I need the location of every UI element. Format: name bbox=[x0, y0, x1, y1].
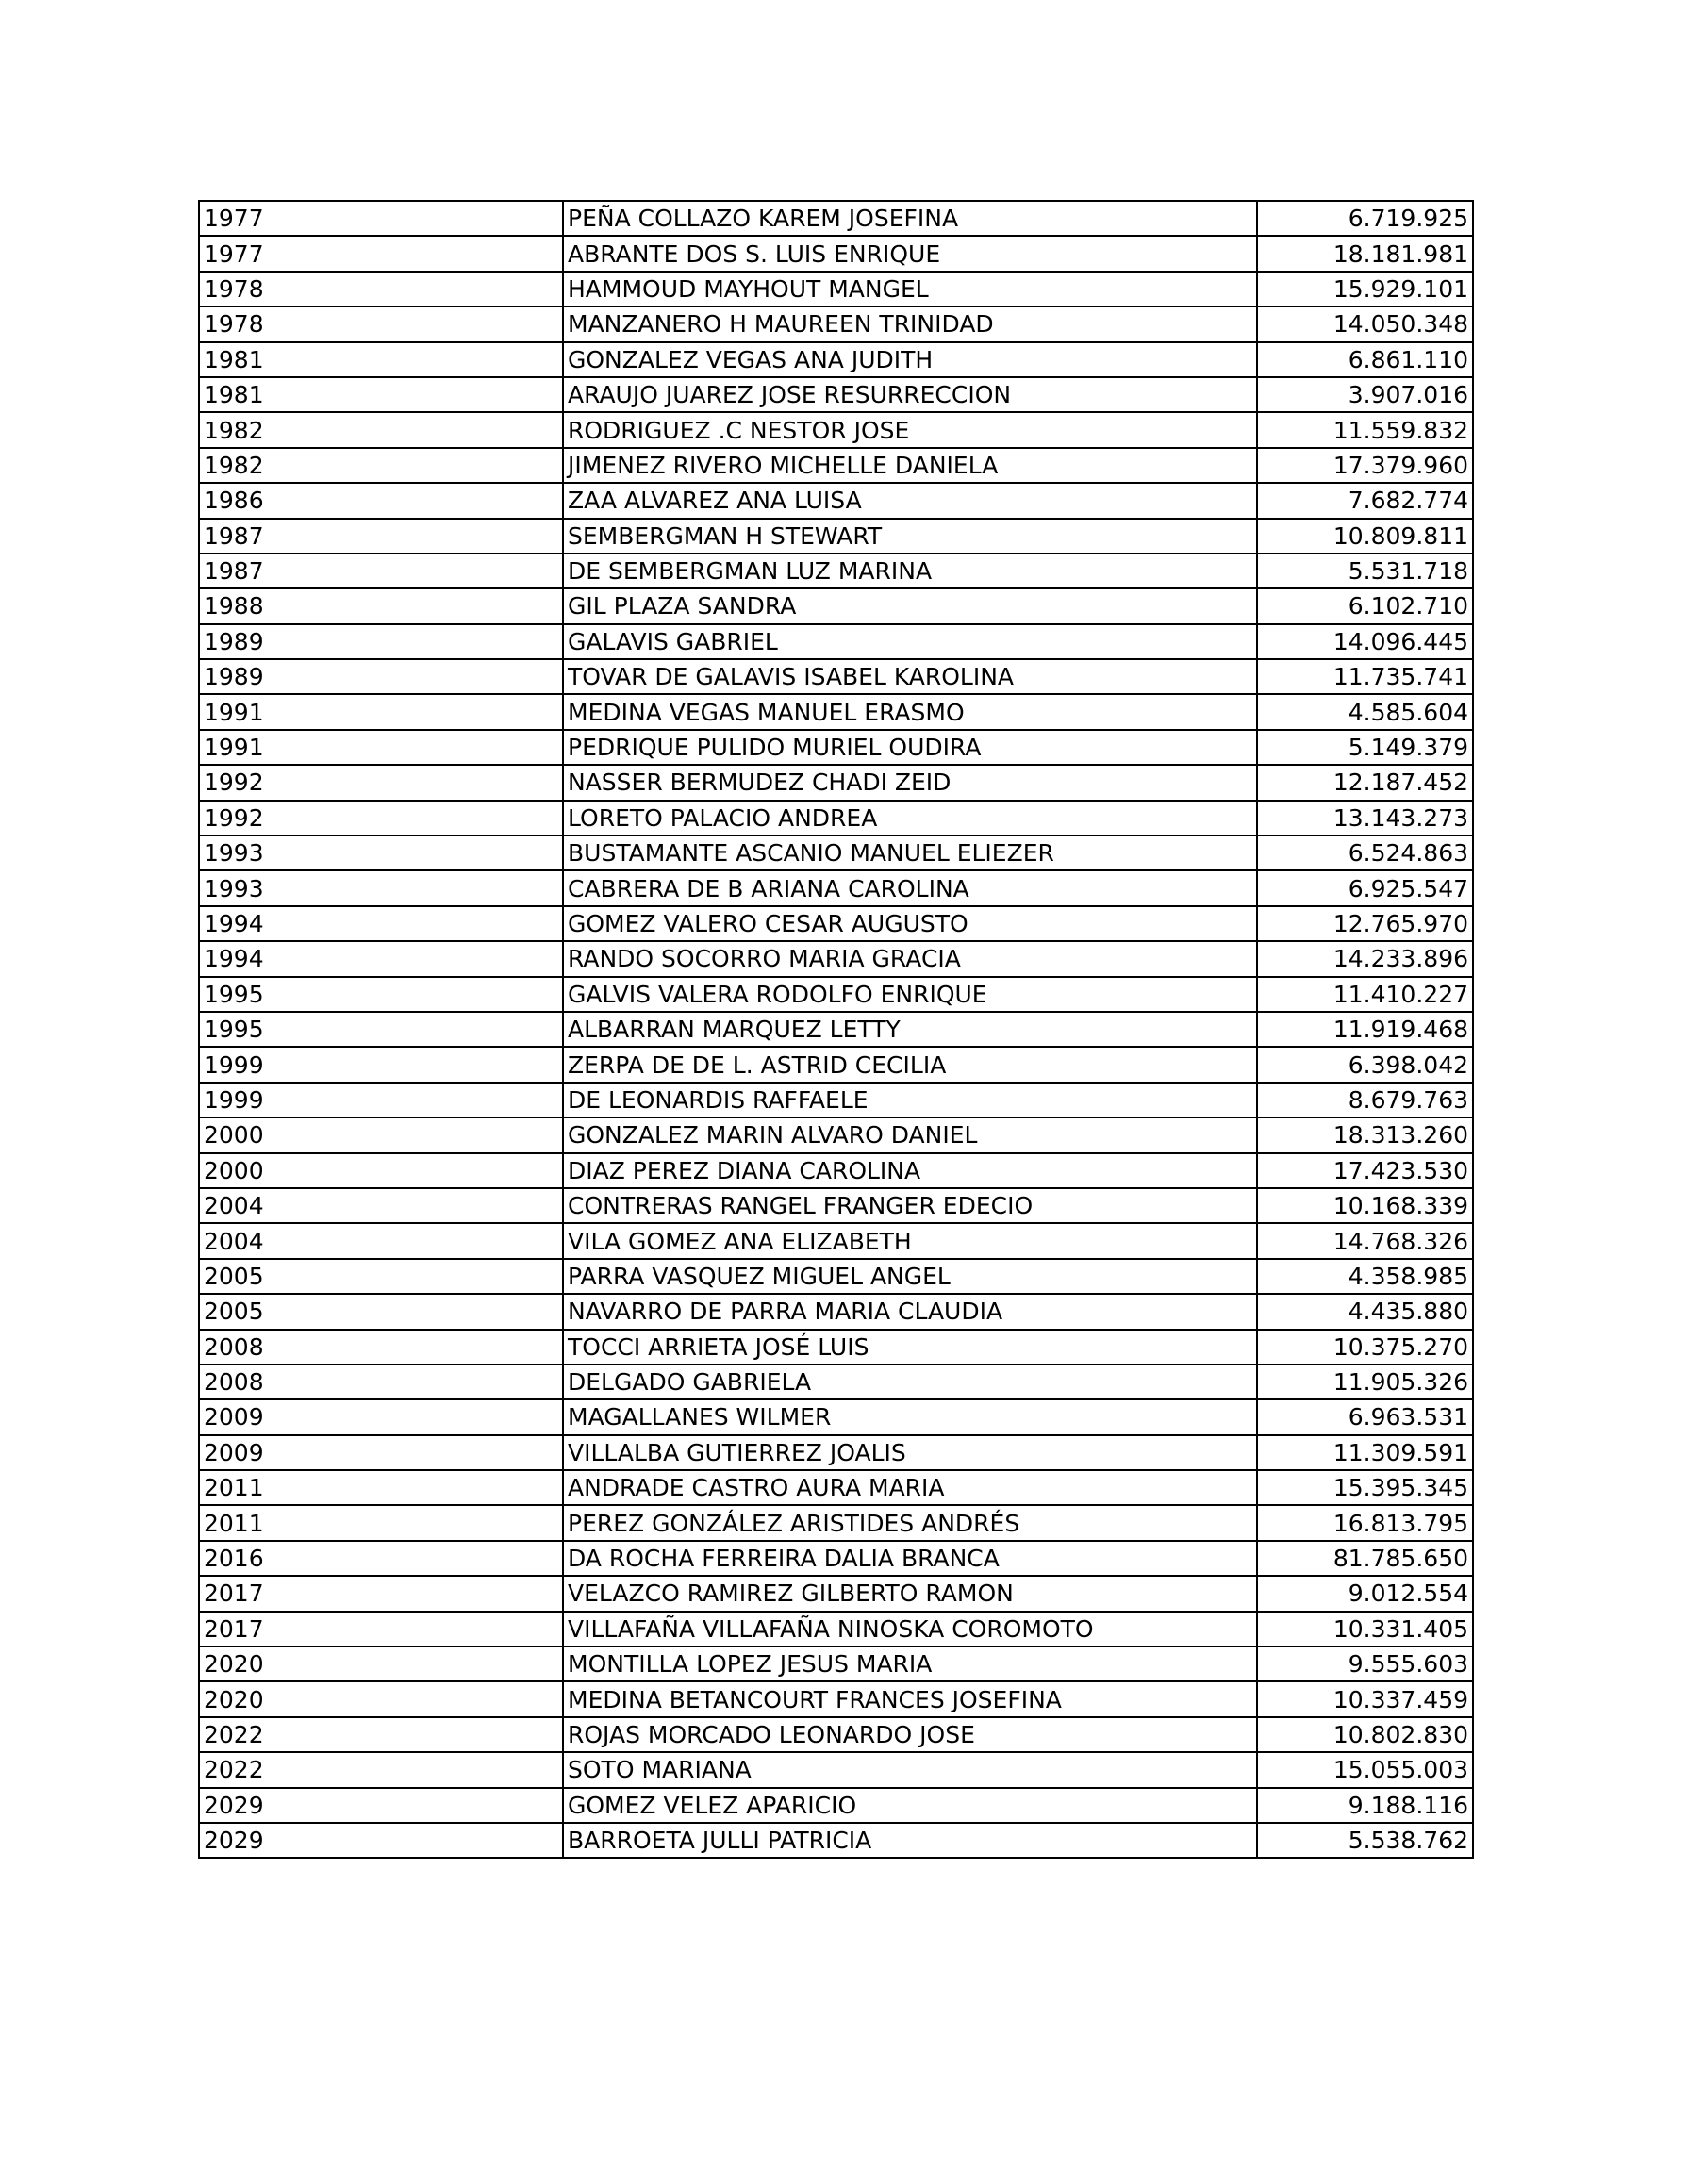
year-cell: 1989 bbox=[199, 659, 563, 694]
table-row bbox=[199, 412, 1473, 447]
year-cell: 2020 bbox=[199, 1646, 563, 1681]
name-cell: PEREZ GONZÁLEZ ARISTIDES ANDRÉS bbox=[563, 1505, 1257, 1540]
amount-cell: 4.435.880 bbox=[1257, 1294, 1473, 1329]
table-row bbox=[199, 694, 1473, 729]
amount-cell: 14.233.896 bbox=[1257, 941, 1473, 976]
amount-cell: 6.963.531 bbox=[1257, 1399, 1473, 1434]
name-cell: TOVAR DE GALAVIS ISABEL KAROLINA bbox=[563, 659, 1257, 694]
name-cell: NASSER BERMUDEZ CHADI ZEID bbox=[563, 765, 1257, 800]
year-cell: 1982 bbox=[199, 412, 563, 447]
table-row bbox=[199, 870, 1473, 905]
table-row bbox=[199, 1823, 1473, 1858]
amount-cell: 9.555.603 bbox=[1257, 1646, 1473, 1681]
amount-cell: 6.398.042 bbox=[1257, 1047, 1473, 1082]
table-row bbox=[199, 236, 1473, 271]
year-cell: 1977 bbox=[199, 236, 563, 271]
year-cell: 1994 bbox=[199, 941, 563, 976]
amount-cell: 10.337.459 bbox=[1257, 1681, 1473, 1716]
amount-cell: 9.012.554 bbox=[1257, 1576, 1473, 1611]
name-cell: SEMBERGMAN H STEWART bbox=[563, 519, 1257, 554]
table-row bbox=[199, 554, 1473, 588]
year-cell: 1977 bbox=[199, 201, 563, 236]
year-cell: 1981 bbox=[199, 377, 563, 412]
name-cell: GIL PLAZA SANDRA bbox=[563, 588, 1257, 623]
name-cell: ZAA ALVAREZ ANA LUISA bbox=[563, 483, 1257, 518]
amount-cell: 10.168.339 bbox=[1257, 1188, 1473, 1223]
table-row bbox=[199, 1117, 1473, 1152]
year-cell: 1989 bbox=[199, 624, 563, 659]
amount-cell: 6.102.710 bbox=[1257, 588, 1473, 623]
year-cell: 2009 bbox=[199, 1399, 563, 1434]
amount-cell: 8.679.763 bbox=[1257, 1083, 1473, 1117]
name-cell: ANDRADE CASTRO AURA MARIA bbox=[563, 1470, 1257, 1505]
name-cell: PEDRIQUE PULIDO MURIEL OUDIRA bbox=[563, 730, 1257, 765]
amount-cell: 11.410.227 bbox=[1257, 977, 1473, 1012]
name-cell: SOTO MARIANA bbox=[563, 1752, 1257, 1787]
year-cell: 1995 bbox=[199, 977, 563, 1012]
amount-cell: 7.682.774 bbox=[1257, 483, 1473, 518]
amount-cell: 17.423.530 bbox=[1257, 1153, 1473, 1188]
amount-cell: 4.358.985 bbox=[1257, 1259, 1473, 1294]
table-row bbox=[199, 1083, 1473, 1117]
name-cell: MEDINA VEGAS MANUEL ERASMO bbox=[563, 694, 1257, 729]
document-page bbox=[198, 200, 1472, 1859]
name-cell: ARAUJO JUAREZ JOSE RESURRECCION bbox=[563, 377, 1257, 412]
amount-cell: 11.905.326 bbox=[1257, 1365, 1473, 1399]
amount-cell: 15.055.003 bbox=[1257, 1752, 1473, 1787]
name-cell: JIMENEZ RIVERO MICHELLE DANIELA bbox=[563, 448, 1257, 483]
name-cell: MAGALLANES WILMER bbox=[563, 1399, 1257, 1434]
table-row bbox=[199, 201, 1473, 236]
table-row bbox=[199, 1259, 1473, 1294]
year-cell: 1999 bbox=[199, 1047, 563, 1082]
name-cell: VILLAFAÑA VILLAFAÑA NINOSKA COROMOTO bbox=[563, 1612, 1257, 1646]
table-row bbox=[199, 1047, 1473, 1082]
amount-cell: 11.919.468 bbox=[1257, 1012, 1473, 1047]
name-cell: DELGADO GABRIELA bbox=[563, 1365, 1257, 1399]
year-cell: 1991 bbox=[199, 730, 563, 765]
name-cell: GOMEZ VELEZ APARICIO bbox=[563, 1788, 1257, 1823]
table-row bbox=[199, 1435, 1473, 1470]
year-cell: 2000 bbox=[199, 1117, 563, 1152]
amount-cell: 5.149.379 bbox=[1257, 730, 1473, 765]
year-cell: 2009 bbox=[199, 1435, 563, 1470]
name-cell: MANZANERO H MAUREEN TRINIDAD bbox=[563, 306, 1257, 341]
amount-cell: 15.929.101 bbox=[1257, 272, 1473, 306]
year-cell: 1999 bbox=[199, 1083, 563, 1117]
name-cell: VELAZCO RAMIREZ GILBERTO RAMON bbox=[563, 1576, 1257, 1611]
name-cell: VILA GOMEZ ANA ELIZABETH bbox=[563, 1223, 1257, 1258]
year-cell: 1992 bbox=[199, 765, 563, 800]
table-row bbox=[199, 1399, 1473, 1434]
name-cell: VILLALBA GUTIERREZ JOALIS bbox=[563, 1435, 1257, 1470]
amount-cell: 14.096.445 bbox=[1257, 624, 1473, 659]
name-cell: DIAZ PEREZ DIANA CAROLINA bbox=[563, 1153, 1257, 1188]
amount-cell: 81.785.650 bbox=[1257, 1541, 1473, 1576]
name-cell: DA ROCHA FERREIRA DALIA BRANCA bbox=[563, 1541, 1257, 1576]
amount-cell: 3.907.016 bbox=[1257, 377, 1473, 412]
table-row bbox=[199, 730, 1473, 765]
amount-cell: 15.395.345 bbox=[1257, 1470, 1473, 1505]
name-cell: PEÑA COLLAZO KAREM JOSEFINA bbox=[563, 201, 1257, 236]
table-row bbox=[199, 1717, 1473, 1752]
table-row bbox=[199, 519, 1473, 554]
table-row bbox=[199, 1646, 1473, 1681]
name-cell: ROJAS MORCADO LEONARDO JOSE bbox=[563, 1717, 1257, 1752]
amount-cell: 12.765.970 bbox=[1257, 906, 1473, 941]
table-row bbox=[199, 659, 1473, 694]
table-row bbox=[199, 1153, 1473, 1188]
table-row bbox=[199, 483, 1473, 518]
table-row bbox=[199, 977, 1473, 1012]
year-cell: 1992 bbox=[199, 801, 563, 836]
name-cell: RANDO SOCORRO MARIA GRACIA bbox=[563, 941, 1257, 976]
year-cell: 2029 bbox=[199, 1823, 563, 1858]
name-cell: GONZALEZ VEGAS ANA JUDITH bbox=[563, 342, 1257, 377]
year-cell: 2004 bbox=[199, 1223, 563, 1258]
records-table bbox=[198, 200, 1474, 1859]
year-cell: 2008 bbox=[199, 1330, 563, 1365]
name-cell: MONTILLA LOPEZ JESUS MARIA bbox=[563, 1646, 1257, 1681]
table-row bbox=[199, 1681, 1473, 1716]
amount-cell: 17.379.960 bbox=[1257, 448, 1473, 483]
year-cell: 2022 bbox=[199, 1752, 563, 1787]
year-cell: 1993 bbox=[199, 836, 563, 870]
year-cell: 1978 bbox=[199, 272, 563, 306]
name-cell: HAMMOUD MAYHOUT MANGEL bbox=[563, 272, 1257, 306]
table-row bbox=[199, 906, 1473, 941]
amount-cell: 14.768.326 bbox=[1257, 1223, 1473, 1258]
year-cell: 2005 bbox=[199, 1259, 563, 1294]
table-row bbox=[199, 588, 1473, 623]
amount-cell: 6.861.110 bbox=[1257, 342, 1473, 377]
year-cell: 1987 bbox=[199, 554, 563, 588]
amount-cell: 4.585.604 bbox=[1257, 694, 1473, 729]
table-row bbox=[199, 1752, 1473, 1787]
table-row bbox=[199, 1365, 1473, 1399]
name-cell: GONZALEZ MARIN ALVARO DANIEL bbox=[563, 1117, 1257, 1152]
amount-cell: 11.735.741 bbox=[1257, 659, 1473, 694]
amount-cell: 11.559.832 bbox=[1257, 412, 1473, 447]
table-row bbox=[199, 1012, 1473, 1047]
amount-cell: 16.813.795 bbox=[1257, 1505, 1473, 1540]
amount-cell: 14.050.348 bbox=[1257, 306, 1473, 341]
year-cell: 2016 bbox=[199, 1541, 563, 1576]
table-row bbox=[199, 624, 1473, 659]
amount-cell: 18.313.260 bbox=[1257, 1117, 1473, 1152]
table-row bbox=[199, 1541, 1473, 1576]
amount-cell: 11.309.591 bbox=[1257, 1435, 1473, 1470]
table-row bbox=[199, 448, 1473, 483]
name-cell: GOMEZ VALERO CESAR AUGUSTO bbox=[563, 906, 1257, 941]
year-cell: 2029 bbox=[199, 1788, 563, 1823]
table-row bbox=[199, 306, 1473, 341]
table-row bbox=[199, 1505, 1473, 1540]
name-cell: GALVIS VALERA RODOLFO ENRIQUE bbox=[563, 977, 1257, 1012]
name-cell: RODRIGUEZ .C NESTOR JOSE bbox=[563, 412, 1257, 447]
table-row bbox=[199, 1788, 1473, 1823]
table-row bbox=[199, 272, 1473, 306]
year-cell: 2011 bbox=[199, 1505, 563, 1540]
year-cell: 1988 bbox=[199, 588, 563, 623]
amount-cell: 13.143.273 bbox=[1257, 801, 1473, 836]
year-cell: 2011 bbox=[199, 1470, 563, 1505]
year-cell: 2004 bbox=[199, 1188, 563, 1223]
year-cell: 1994 bbox=[199, 906, 563, 941]
year-cell: 1978 bbox=[199, 306, 563, 341]
table-row bbox=[199, 342, 1473, 377]
table-row bbox=[199, 836, 1473, 870]
amount-cell: 10.331.405 bbox=[1257, 1612, 1473, 1646]
year-cell: 2005 bbox=[199, 1294, 563, 1329]
amount-cell: 12.187.452 bbox=[1257, 765, 1473, 800]
name-cell: TOCCI ARRIETA JOSÉ LUIS bbox=[563, 1330, 1257, 1365]
name-cell: ZERPA DE DE L. ASTRID CECILIA bbox=[563, 1047, 1257, 1082]
year-cell: 2017 bbox=[199, 1576, 563, 1611]
name-cell: PARRA VASQUEZ MIGUEL ANGEL bbox=[563, 1259, 1257, 1294]
name-cell: MEDINA BETANCOURT FRANCES JOSEFINA bbox=[563, 1681, 1257, 1716]
amount-cell: 6.524.863 bbox=[1257, 836, 1473, 870]
name-cell: NAVARRO DE PARRA MARIA CLAUDIA bbox=[563, 1294, 1257, 1329]
amount-cell: 6.719.925 bbox=[1257, 201, 1473, 236]
name-cell: CABRERA DE B ARIANA CAROLINA bbox=[563, 870, 1257, 905]
amount-cell: 9.188.116 bbox=[1257, 1788, 1473, 1823]
table-row bbox=[199, 1294, 1473, 1329]
amount-cell: 5.538.762 bbox=[1257, 1823, 1473, 1858]
year-cell: 2020 bbox=[199, 1681, 563, 1716]
table-row bbox=[199, 1330, 1473, 1365]
year-cell: 1995 bbox=[199, 1012, 563, 1047]
table-row bbox=[199, 765, 1473, 800]
year-cell: 2017 bbox=[199, 1612, 563, 1646]
table-row bbox=[199, 1576, 1473, 1611]
year-cell: 1986 bbox=[199, 483, 563, 518]
table-row bbox=[199, 1188, 1473, 1223]
year-cell: 2008 bbox=[199, 1365, 563, 1399]
name-cell: BARROETA JULLI PATRICIA bbox=[563, 1823, 1257, 1858]
name-cell: ABRANTE DOS S. LUIS ENRIQUE bbox=[563, 236, 1257, 271]
name-cell: DE LEONARDIS RAFFAELE bbox=[563, 1083, 1257, 1117]
table-row bbox=[199, 1612, 1473, 1646]
name-cell: BUSTAMANTE ASCANIO MANUEL ELIEZER bbox=[563, 836, 1257, 870]
table-row bbox=[199, 377, 1473, 412]
amount-cell: 10.809.811 bbox=[1257, 519, 1473, 554]
amount-cell: 10.375.270 bbox=[1257, 1330, 1473, 1365]
table-row bbox=[199, 941, 1473, 976]
name-cell: CONTRERAS RANGEL FRANGER EDECIO bbox=[563, 1188, 1257, 1223]
year-cell: 1991 bbox=[199, 694, 563, 729]
records-table-body bbox=[199, 201, 1473, 1858]
year-cell: 1982 bbox=[199, 448, 563, 483]
table-row bbox=[199, 801, 1473, 836]
year-cell: 1993 bbox=[199, 870, 563, 905]
year-cell: 2000 bbox=[199, 1153, 563, 1188]
amount-cell: 6.925.547 bbox=[1257, 870, 1473, 905]
name-cell: GALAVIS GABRIEL bbox=[563, 624, 1257, 659]
table-row bbox=[199, 1470, 1473, 1505]
name-cell: LORETO PALACIO ANDREA bbox=[563, 801, 1257, 836]
year-cell: 1987 bbox=[199, 519, 563, 554]
amount-cell: 10.802.830 bbox=[1257, 1717, 1473, 1752]
name-cell: ALBARRAN MARQUEZ LETTY bbox=[563, 1012, 1257, 1047]
year-cell: 1981 bbox=[199, 342, 563, 377]
name-cell: DE SEMBERGMAN LUZ MARINA bbox=[563, 554, 1257, 588]
table-row bbox=[199, 1223, 1473, 1258]
year-cell: 2022 bbox=[199, 1717, 563, 1752]
amount-cell: 5.531.718 bbox=[1257, 554, 1473, 588]
amount-cell: 18.181.981 bbox=[1257, 236, 1473, 271]
